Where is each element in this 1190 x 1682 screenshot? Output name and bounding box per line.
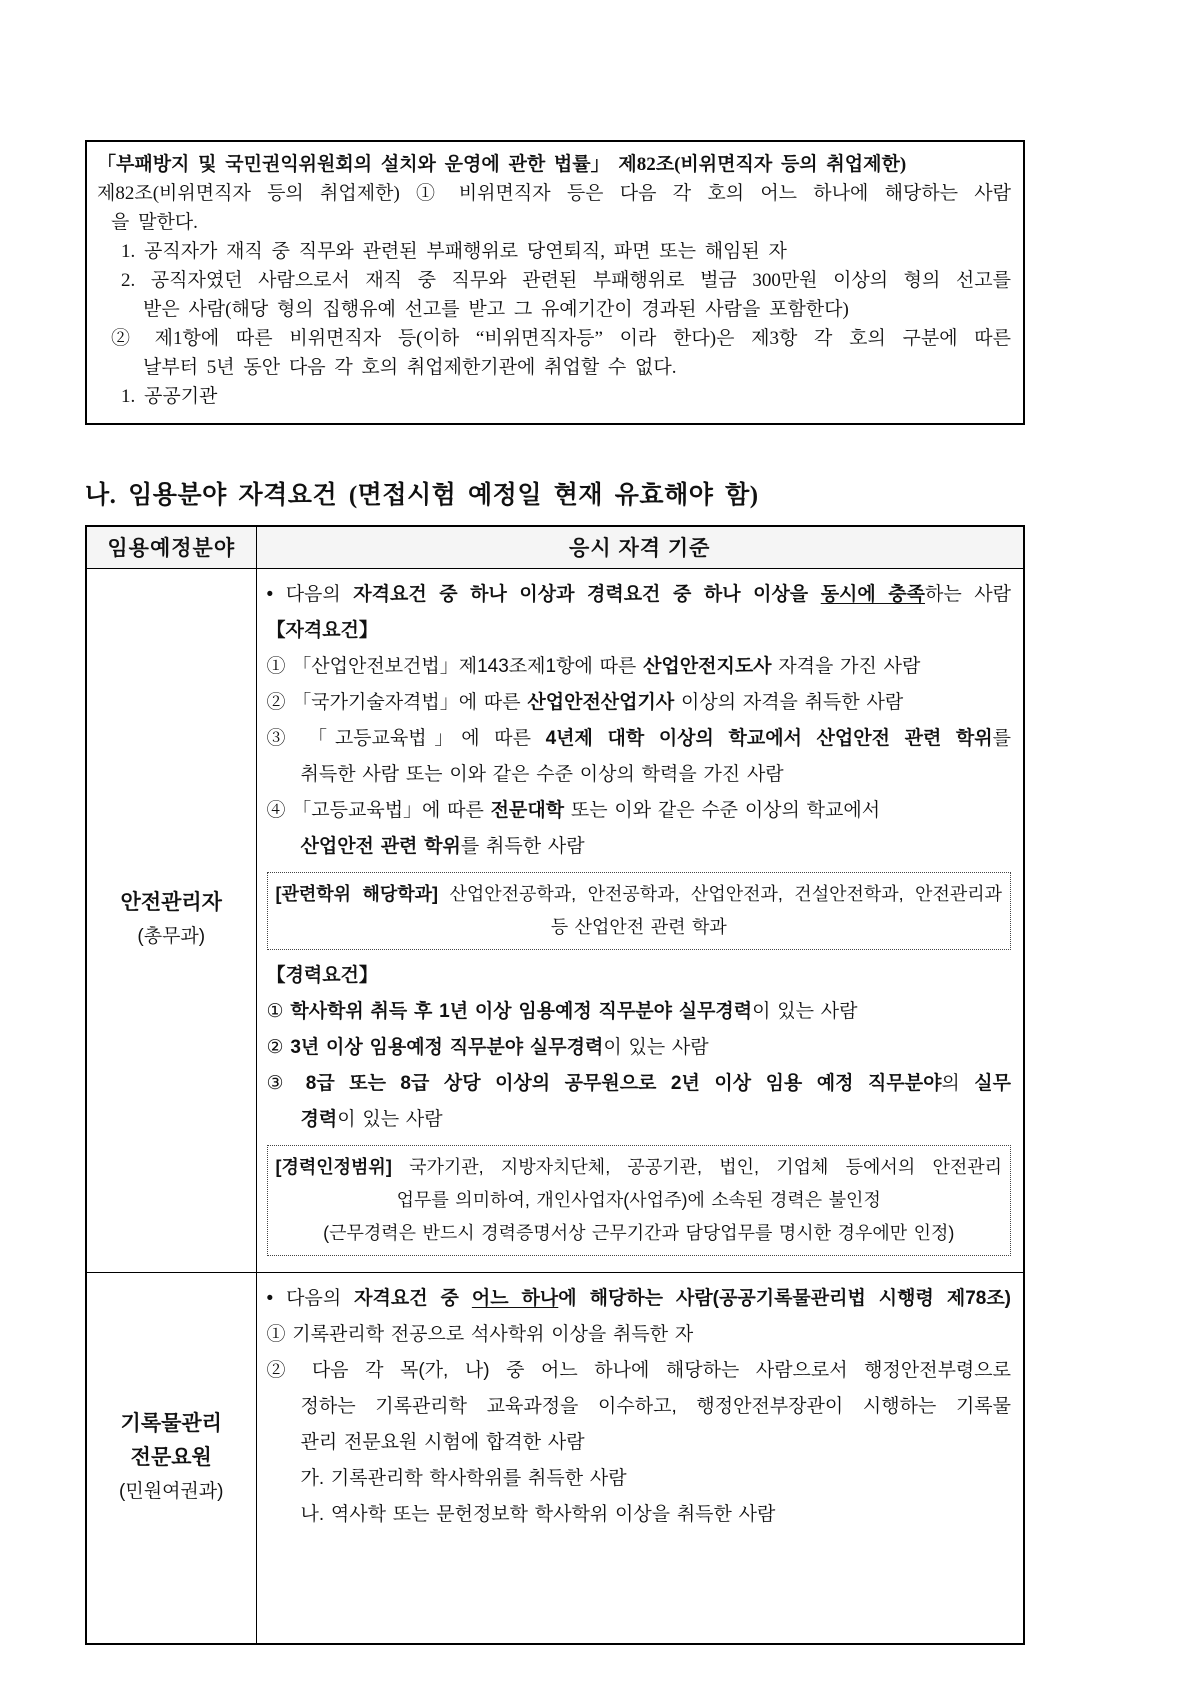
text-line: 등 산업안전 관련 학과 bbox=[550, 916, 727, 937]
text-line: ① 기록관리학 전공으로 석사학위 이상을 취득한 자 bbox=[266, 1323, 694, 1345]
text-line: 받은 사람(해당 형의 집행유예 선고를 받고 그 유예기간이 경과된 사람을 포함한다) bbox=[143, 299, 849, 320]
text-line: 경력이 있는 사람 bbox=[300, 1108, 443, 1130]
text-line: ② 「국가기술자격법」에 따른 산업안전산업기사 이상의 자격을 취득한 사람 bbox=[266, 691, 904, 713]
text-line: 나. 역사학 또는 문헌정보학 학사학위 이상을 취득한 사람 bbox=[300, 1503, 776, 1525]
related-majors-box bbox=[267, 872, 1012, 950]
text-line: 산업안전 관련 학위를 취득한 사람 bbox=[300, 835, 585, 857]
text-line: ② 다음 각 목(가, 나) 중 어느 하나에 해당하는 사람으로서 행정안전부령으로 bbox=[266, 1359, 1011, 1381]
criteria-intro-block bbox=[267, 577, 1012, 865]
text-line: 업무를 의미하여, 개인사업자(사업주)에 소속된 경력은 불인정 bbox=[396, 1189, 881, 1210]
text-line: 2. 공직자였던 사람으로서 재직 중 직무와 관련된 부패행위로 벌금 300만원 이상의 형의 선고를 bbox=[121, 270, 1011, 291]
text-line: 가. 기록관리학 학사학위를 취득한 사람 bbox=[300, 1467, 627, 1489]
text-line: ③ 「고등교육법」에 따른 4년제 대학 이상의 학교에서 산업안전 관련 학위를 bbox=[266, 727, 1011, 749]
text-line: ④ 「고등교육법」에 따른 전문대학 또는 이와 같은 수준 이상의 학교에서 bbox=[266, 799, 881, 821]
text-line: 1. 공공기관 bbox=[121, 386, 218, 407]
qualification-table bbox=[85, 525, 1025, 1645]
text-line: 1. 공직자가 재직 중 직무와 관련된 부패행위로 당연퇴직, 파면 또는 해임된 자 bbox=[121, 241, 787, 262]
text-line: 관리 전문요원 시험에 합격한 사람 bbox=[300, 1431, 585, 1453]
text-line: 「부패방지 및 국민권익위원회의 설치와 운영에 관한 법률」 제82조(비위면직자 등의 취업제한) bbox=[97, 154, 907, 175]
table-header-row bbox=[86, 526, 1024, 568]
position-cell-records-manager bbox=[86, 1272, 256, 1644]
position-title: 안전관리자 bbox=[120, 891, 222, 914]
text-line: [경력인정범위] 국가기관, 지방자치단체, 공공기관, 법인, 기업체 등에서의 안전관리 bbox=[275, 1156, 1002, 1177]
text-line: [관련학위 해당학과] 산업안전공학과, 안전공학과, 산업안전과, 건설안전학과, 안전관리과 bbox=[275, 883, 1002, 904]
position-title-line1: 기록물관리 bbox=[120, 1411, 222, 1435]
position-cell-safety-manager bbox=[86, 568, 256, 1272]
text-line: 날부터 5년 동안 다음 각 호의 취업제한기관에 취업할 수 없다. bbox=[143, 357, 677, 378]
table-row-safety-manager bbox=[86, 568, 1024, 1272]
text-line: ② 제1항에 따른 비위면직자 등(이하 “비위면직자등” 이라 한다)은 제3항 각 호의 구분에 따른 bbox=[111, 328, 1011, 349]
text-line: • 다음의 자격요건 중 하나 이상과 경력요건 중 하나 이상을 동시에 충족하는 사람 bbox=[266, 583, 1011, 605]
document-page bbox=[85, 140, 1025, 1645]
text-line: 제82조(비위면직자 등의 취업제한) ① 비위면직자 등은 다음 각 호의 어느 하나에 해당하는 사람 bbox=[97, 183, 1011, 204]
table-row-records-manager bbox=[86, 1272, 1024, 1644]
text-line: ③ 8급 또는 8급 상당 이상의 공무원으로 2년 이상 임용 예정 직무분야의 실무 bbox=[266, 1072, 1012, 1094]
text-line: 【자격요건】 bbox=[266, 619, 378, 641]
text-line: ① 「산업안전보건법」제143조제1항에 따른 산업안전지도사 자격을 가진 사람 bbox=[266, 655, 921, 677]
criteria-cell-safety-manager bbox=[256, 568, 1024, 1272]
text-line: 정하는 기록관리학 교육과정을 이수하고, 행정안전부장관이 시행하는 기록물 bbox=[300, 1395, 1011, 1417]
text-line: 취득한 사람 또는 이와 같은 수준 이상의 학력을 가진 사람 bbox=[300, 763, 784, 785]
text-line: (근무경력은 반드시 경력증명서상 근무기간과 담당업무를 명시한 경우에만 인정) bbox=[323, 1222, 955, 1243]
text-line: ② 3년 이상 임용예정 직무분야 실무경력이 있는 사람 bbox=[266, 1036, 709, 1058]
position-title-line2: 전문요원 bbox=[130, 1445, 212, 1469]
text-line: • 다음의 자격요건 중 어느 하나에 해당하는 사람(공공기록물관리법 시행령 제78조) bbox=[266, 1287, 1012, 1309]
career-scope-box bbox=[267, 1145, 1012, 1256]
column-header-position: 임용예정분야 bbox=[86, 526, 256, 568]
criteria-block bbox=[267, 1281, 1012, 1533]
text-line: 【경력요건】 bbox=[266, 964, 378, 986]
position-department: (민원여권과) bbox=[119, 1480, 224, 1502]
section-heading: 나. 임용분야 자격요건 (면접시험 예정일 현재 유효해야 함) bbox=[85, 482, 759, 509]
law-excerpt-box bbox=[85, 140, 1025, 425]
text-line: 을 말한다. bbox=[111, 212, 198, 233]
text-line: ① 학사학위 취득 후 1년 이상 임용예정 직무분야 실무경력이 있는 사람 bbox=[266, 1000, 858, 1022]
career-requirements-block bbox=[267, 958, 1012, 1138]
criteria-cell-records-manager bbox=[256, 1272, 1024, 1644]
column-header-criteria: 응시 자격 기준 bbox=[256, 526, 1024, 568]
position-department: (총무과) bbox=[137, 926, 206, 947]
